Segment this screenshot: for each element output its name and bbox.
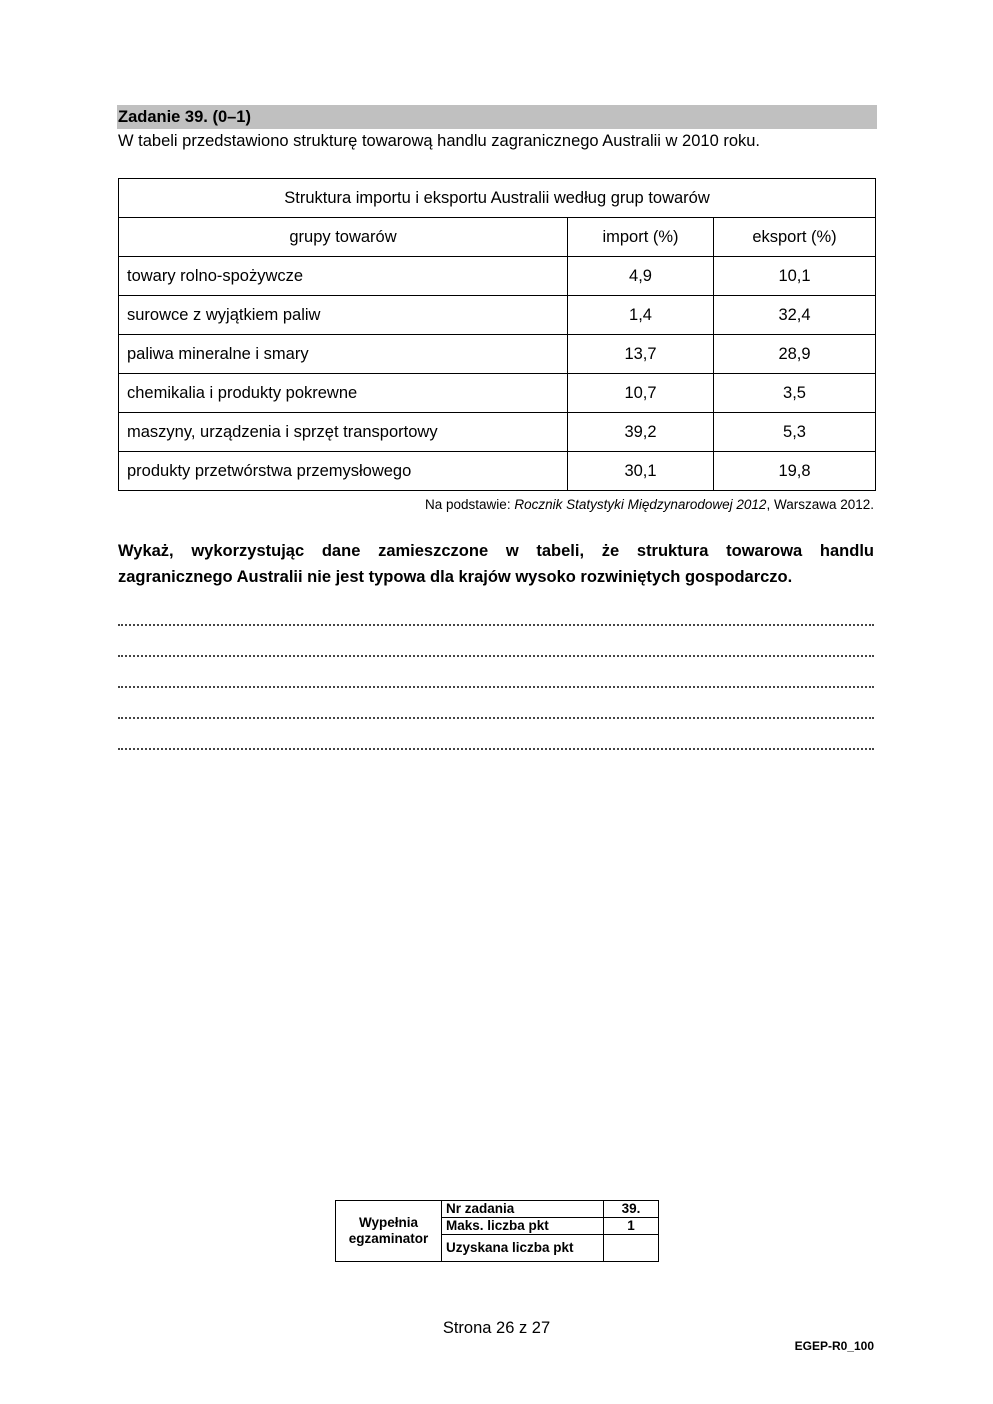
- table-caption: Struktura importu i eksportu Australii według grup towarów: [119, 179, 876, 218]
- task-number-label: Nr zadania: [442, 1201, 604, 1218]
- max-points-label: Maks. liczba pkt: [442, 1218, 604, 1235]
- cell-group: paliwa mineralne i smary: [119, 335, 568, 374]
- cell-group: towary rolno-spożywcze: [119, 257, 568, 296]
- table-header-row: [119, 218, 876, 257]
- cell-import: 30,1: [568, 452, 714, 491]
- task-question: Wykaż, wykorzystując dane zamieszczone w tabeli, że struktura towarowa handlu zagranicznego Australii nie jest typowa dla krajów wysoko rozwiniętych gospodarczo.: [118, 542, 874, 586]
- cell-export: 10,1: [714, 257, 876, 296]
- cell-import: 13,7: [568, 335, 714, 374]
- table-source: [118, 496, 874, 514]
- cell-export: 28,9: [714, 335, 876, 374]
- cell-export: 5,3: [714, 413, 876, 452]
- cell-group: surowce z wyjątkiem paliw: [119, 296, 568, 335]
- answer-line[interactable]: [118, 686, 874, 688]
- table-row: [119, 413, 876, 452]
- table-caption-row: [119, 179, 876, 218]
- examiner-box: [335, 1200, 659, 1262]
- cell-group: produkty przetwórstwa przemysłowego: [119, 452, 568, 491]
- table-row: [119, 452, 876, 491]
- table-row: [119, 335, 876, 374]
- cell-group: maszyny, urządzenia i sprzęt transportowy: [119, 413, 568, 452]
- cell-export: 3,5: [714, 374, 876, 413]
- max-points-value: 1: [604, 1218, 659, 1235]
- obtained-points-field[interactable]: [604, 1235, 659, 1262]
- table-row: [119, 296, 876, 335]
- cell-import: 4,9: [568, 257, 714, 296]
- source-prefix: Na podstawie:: [425, 497, 515, 512]
- cell-import: 1,4: [568, 296, 714, 335]
- header-group: grupy towarów: [119, 218, 568, 257]
- answer-line[interactable]: [118, 655, 874, 657]
- cell-import: 10,7: [568, 374, 714, 413]
- task-intro: W tabeli przedstawiono strukturę towarową handlu zagranicznego Australii w 2010 roku.: [118, 132, 761, 150]
- answer-line[interactable]: [118, 717, 874, 719]
- answer-line[interactable]: [118, 748, 874, 750]
- cell-export: 19,8: [714, 452, 876, 491]
- table-row: [119, 257, 876, 296]
- cell-import: 39,2: [568, 413, 714, 452]
- source-suffix: , Warszawa 2012.: [766, 497, 874, 512]
- answer-line[interactable]: [118, 624, 874, 626]
- trade-structure-table: [118, 178, 876, 491]
- header-import: import (%): [568, 218, 714, 257]
- source-title: Rocznik Statystyki Międzynarodowej 2012: [514, 497, 767, 512]
- cell-group: chemikalia i produkty pokrewne: [119, 374, 568, 413]
- table-row: [119, 374, 876, 413]
- obtained-points-label: Uzyskana liczba pkt: [442, 1235, 604, 1262]
- task-number-value: 39.: [604, 1201, 659, 1218]
- task-header: Zadanie 39. (0–1): [117, 105, 877, 129]
- header-export: eksport (%): [714, 218, 876, 257]
- examiner-label: Wypełnia egzaminator: [336, 1201, 442, 1262]
- cell-export: 32,4: [714, 296, 876, 335]
- page-number: Strona 26 z 27: [442, 1319, 551, 1337]
- exam-code: EGEP-R0_100: [794, 1339, 874, 1353]
